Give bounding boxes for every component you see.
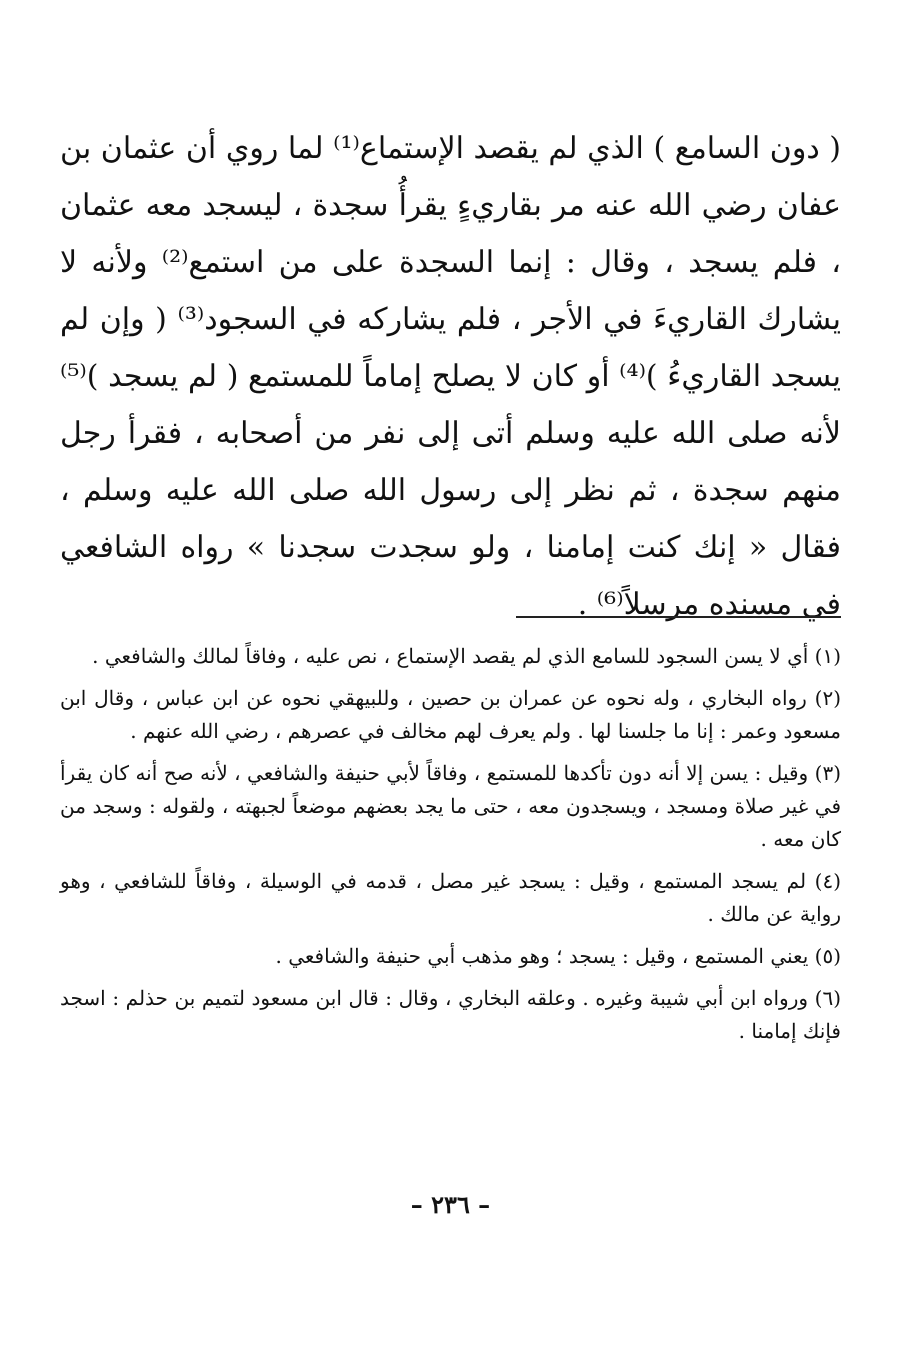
footnote-3: (٣) وقيل : يسن إلا أنه دون تأكدها للمستمع ، وفاقاً لأبي حنيفة والشافعي ، لأنه صح أنه كان يقرأ في غير صلاة ومسجد ، ويسجدون معه ، حتى ما يجد بعضهم موضعاً لجبهته ، ولقوله : وسجد من كان معه .	[60, 761, 842, 851]
main-paragraph: ( دون السامع ) الذي لم يقصد الإستماع⁽¹⁾ لما روي أن عثمان بن عفان رضي الله عنه مر بقاريءٍ يقرأُ سجدة ، ليسجد معه عثمان ، فلم يسجد ، وقال : إنما السجدة على من استمع⁽²⁾ ولأنه لا يشارك القاريءَ في الأجر ، فلم يشاركه في السجود⁽³⁾ ( وإن لم يسجد القاريءُ )⁽⁴⁾ أو كان لا يصلح إماماً للمستمع ( لم يسجد )⁽⁵⁾ لأنه صلى الله عليه وسلم أتى إلى نفر من أصحابه ، فقرأ رجل منهم سجدة ، ثم نظر إلى رسول الله صلى الله عليه وسلم ، فقال « إنك كنت إمامنا ، ولو سجدت سجدنا » رواه الشافعي في مسنده مرسلاً⁽⁶⁾ .	[60, 131, 841, 622]
footnote-4: (٤) لم يسجد المستمع ، وقيل : يسجد غير مصل ، قدمه في الوسيلة ، وفاقاً للشافعي ، وهو رواية عن مالك .	[60, 869, 841, 926]
main-text-body	[60, 120, 841, 633]
page-number: – ٢٣٦ –	[410, 1190, 491, 1219]
footnote-6: (٦) ورواه ابن أبي شيبة وغيره . وعلقه البخاري ، وقال : قال ابن مسعود لتميم بن حذلم : اسجد فإنك إمامنا .	[60, 986, 841, 1043]
footnote-2: (٢) رواه البخاري ، وله نحوه عن عمران بن حصين ، وللبيهقي نحوه عن ابن عباس ، وقال ابن مسعود وعمر : إنا ما جلسنا لها . ولم يعرف لهم مخالف في عصرهم ، رضي الله عنهم .	[60, 686, 841, 743]
footnotes-section	[60, 640, 841, 1057]
footnote-1: (١) أي لا يسن السجود للسامع الذي لم يقصد الإستماع ، نص عليه ، وفاقاً لمالك والشافعي .	[92, 644, 841, 668]
footnote-separator	[516, 616, 841, 618]
footnote-5: (٥) يعني المستمع ، وقيل : يسجد ؛ وهو مذهب أبي حنيفة والشافعي .	[275, 944, 841, 968]
book-page	[60, 120, 841, 1308]
